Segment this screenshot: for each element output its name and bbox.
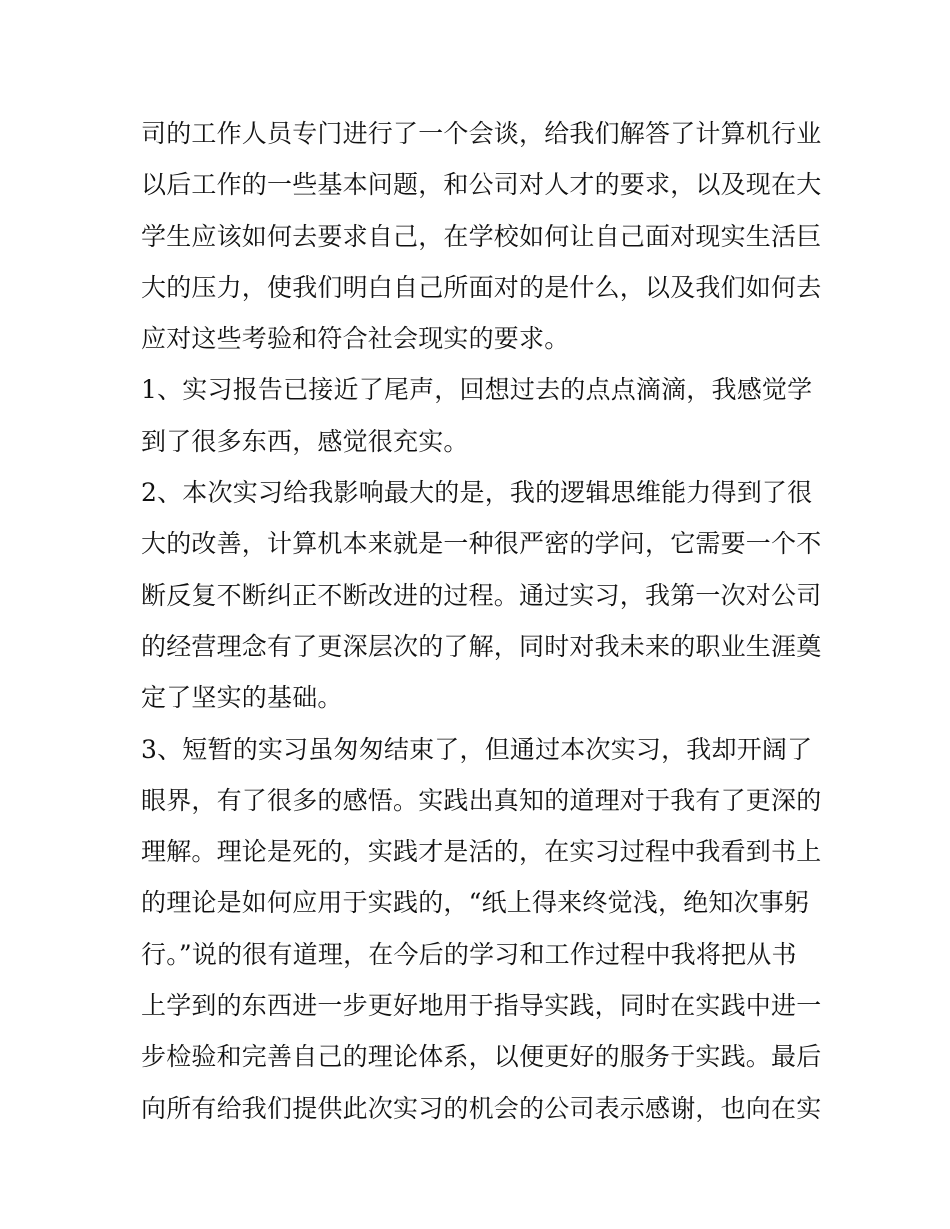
- text-line: 大的改善，计算机本来就是一种很严密的学问，它需要一个不: [141, 529, 822, 559]
- text-line: 眼界，有了很多的感悟。实践出真知的道理对于我有了更深的: [141, 785, 822, 815]
- text-line: 3、短暂的实习虽匆匆结束了，但通过本次实习，我却开阔了: [141, 734, 813, 764]
- text-line: 上学到的东西进一步更好地用于指导实践，同时在实践中进一: [141, 991, 822, 1021]
- text-line: 的理论是如何应用于实践的，“纸上得来终觉浅，绝知次事躬: [141, 888, 810, 918]
- text-line: 2、本次实习给我影响最大的是，我的逻辑思维能力得到了很: [141, 478, 813, 508]
- text-line: 理解。理论是死的，实践才是活的，在实习过程中我看到书上: [141, 837, 822, 867]
- text-line: 行。”说的很有道理，在今后的学习和工作过程中我将把从书: [141, 939, 797, 969]
- text-line: 司的工作人员专门进行了一个会谈，给我们解答了计算机行业: [141, 119, 822, 148]
- body-text: [141, 108, 821, 1134]
- text-line: 断反复不断纠正不断改进的过程。通过实习，我第一次对公司: [141, 580, 822, 610]
- text-line: 定了坚实的基础。: [141, 683, 343, 713]
- text-line: 以后工作的一些基本问题，和公司对人才的要求，以及现在大: [141, 170, 822, 200]
- text-line: 步检验和完善自己的理论体系，以便更好的服务于实践。最后: [141, 1042, 822, 1072]
- text-line: 到了很多东西，感觉很充实。: [141, 426, 469, 456]
- text-line: 应对这些考验和符合社会现实的要求。: [141, 324, 570, 354]
- text-line: 1、实习报告已接近了尾声，回想过去的点点滴滴，我感觉学: [141, 375, 813, 405]
- text-line: 向所有给我们提供此次实习的机会的公司表示感谢，也向在实: [141, 1093, 822, 1123]
- text-line: 大的压力，使我们明白自己所面对的是什么，以及我们如何去: [141, 272, 822, 302]
- text-line: 的经营理念有了更深层次的了解，同时对我未来的职业生涯奠: [141, 631, 822, 661]
- text-line: 学生应该如何去要求自己，在学校如何让自己面对现实生活巨: [141, 221, 822, 251]
